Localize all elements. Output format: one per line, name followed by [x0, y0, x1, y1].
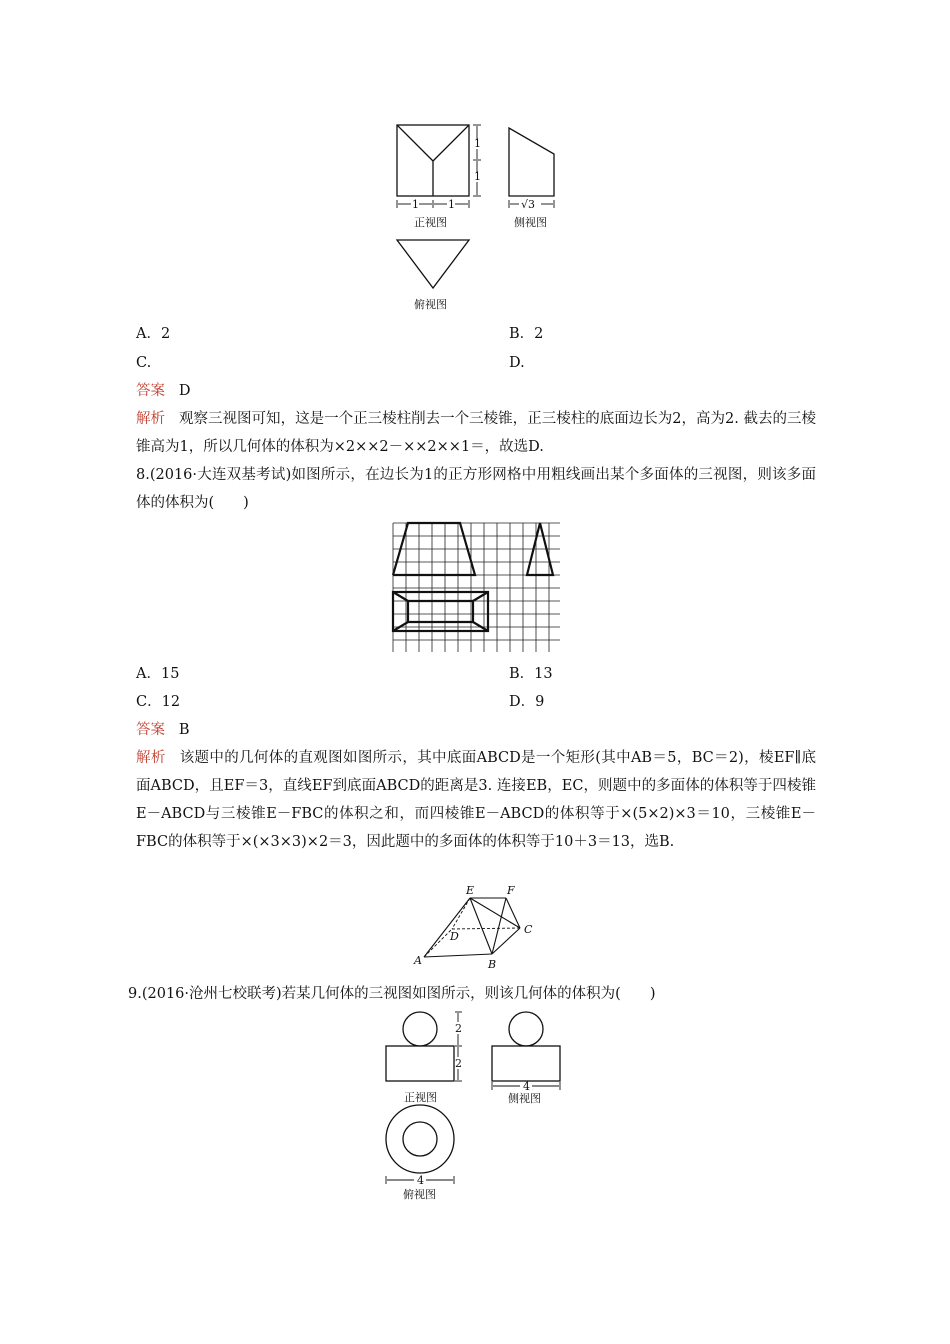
q8-answer — [136, 720, 189, 740]
q8-option-d: D．9 — [509, 694, 545, 710]
q9-dim-sphere: 2 — [455, 1022, 462, 1035]
q8-label-d: D — [450, 930, 459, 943]
q7-dim-w2: 1 — [448, 198, 455, 211]
q8-label-e: E — [466, 884, 475, 897]
q8-option-b: B．13 — [509, 666, 553, 682]
q9-side-caption: 侧视图 — [508, 1092, 541, 1105]
q8-label-a: A — [414, 954, 422, 967]
q8-top-view — [393, 592, 488, 631]
q8-label-b: B — [488, 958, 497, 971]
q8-label-f: F — [507, 884, 515, 897]
q8-solid-figure — [410, 882, 545, 972]
q8-label-c: C — [524, 923, 533, 936]
q8-analysis — [136, 744, 816, 856]
q7-dim-w1: 1 — [412, 198, 419, 211]
q8-analysis-label: 解析 — [136, 750, 166, 766]
q8-answer-value: B — [178, 722, 190, 738]
q9-side-view — [492, 1012, 560, 1081]
q8-grid-figure — [388, 518, 560, 652]
q9-dim-side-w: 4 — [523, 1080, 530, 1093]
q9-three-view-figure — [378, 1008, 578, 1208]
q7-side-view — [509, 128, 554, 196]
q8-stem: 8.(2016·大连双基考试)如图所示，在边长为1的正方形网格中用粗线画出某个多面体的三视图，则该多面体的体积为( ) — [136, 467, 816, 511]
q7-three-view-figure — [385, 118, 575, 318]
q7-dim-h1: 1 — [474, 137, 481, 150]
q7-answer-value: D — [178, 383, 191, 399]
q7-option-a: A．2 — [136, 326, 171, 342]
q9-top-view — [386, 1105, 454, 1173]
q8-option-c: C．12 — [136, 694, 181, 710]
q7-analysis-text: 观察三视图可知，这是一个正三棱柱削去一个三棱锥，正三棱柱的底面边长为2，高为2. 截去的三棱锥高为1，所以几何体的体积为×2××2－××2××1＝，故选D. — [136, 411, 816, 455]
q8-answer-label: 答案 — [136, 722, 165, 738]
q7-analysis-label: 解析 — [136, 411, 166, 427]
q7-dim-h2: 1 — [474, 170, 481, 183]
q9-front-caption: 正视图 — [404, 1091, 437, 1104]
q7-answer — [136, 381, 190, 401]
q9-stem: 9.(2016·沧州七校联考)若某几何体的三视图如图所示，则该几何体的体积为( ) — [128, 986, 656, 1002]
q7-answer-label: 答案 — [136, 383, 165, 399]
q7-side-caption: 侧视图 — [514, 216, 547, 229]
q9-front-view — [386, 1012, 454, 1081]
q7-front-caption: 正视图 — [414, 216, 447, 229]
q9-top-caption: 俯视图 — [403, 1188, 436, 1201]
q7-top-view — [397, 240, 469, 288]
q7-dim-side: √3 — [521, 198, 536, 211]
q7-analysis — [136, 405, 816, 461]
q8-analysis-text: 该题中的几何体的直观图如图所示，其中底面ABCD是一个矩形(其中AB＝5，BC＝2)，棱EF∥底面ABCD，且EF＝3，直线EF到底面ABCD的距离是3. 连接EB，EC，则题中的多面体的体积等于四棱锥E－ABCD与三棱锥E－FBC的体积之和，而四棱锥E－ABCD的体积等于×(5×2)×3＝10，三棱锥E－FBC的体积等于×(×3×3)×2＝3，因此题中的多面体的体积等于10＋3＝13，选B. — [136, 750, 817, 850]
q7-option-c: C. — [136, 355, 152, 371]
q7-option-b: B．2 — [509, 326, 544, 342]
q9-dim-top-w: 4 — [417, 1174, 424, 1187]
q9-dim-cyl: 2 — [455, 1057, 462, 1070]
q7-top-caption: 俯视图 — [414, 298, 447, 311]
q8-option-a: A．15 — [136, 666, 180, 682]
q7-option-d: D. — [509, 355, 525, 371]
q7-front-view — [397, 125, 469, 196]
